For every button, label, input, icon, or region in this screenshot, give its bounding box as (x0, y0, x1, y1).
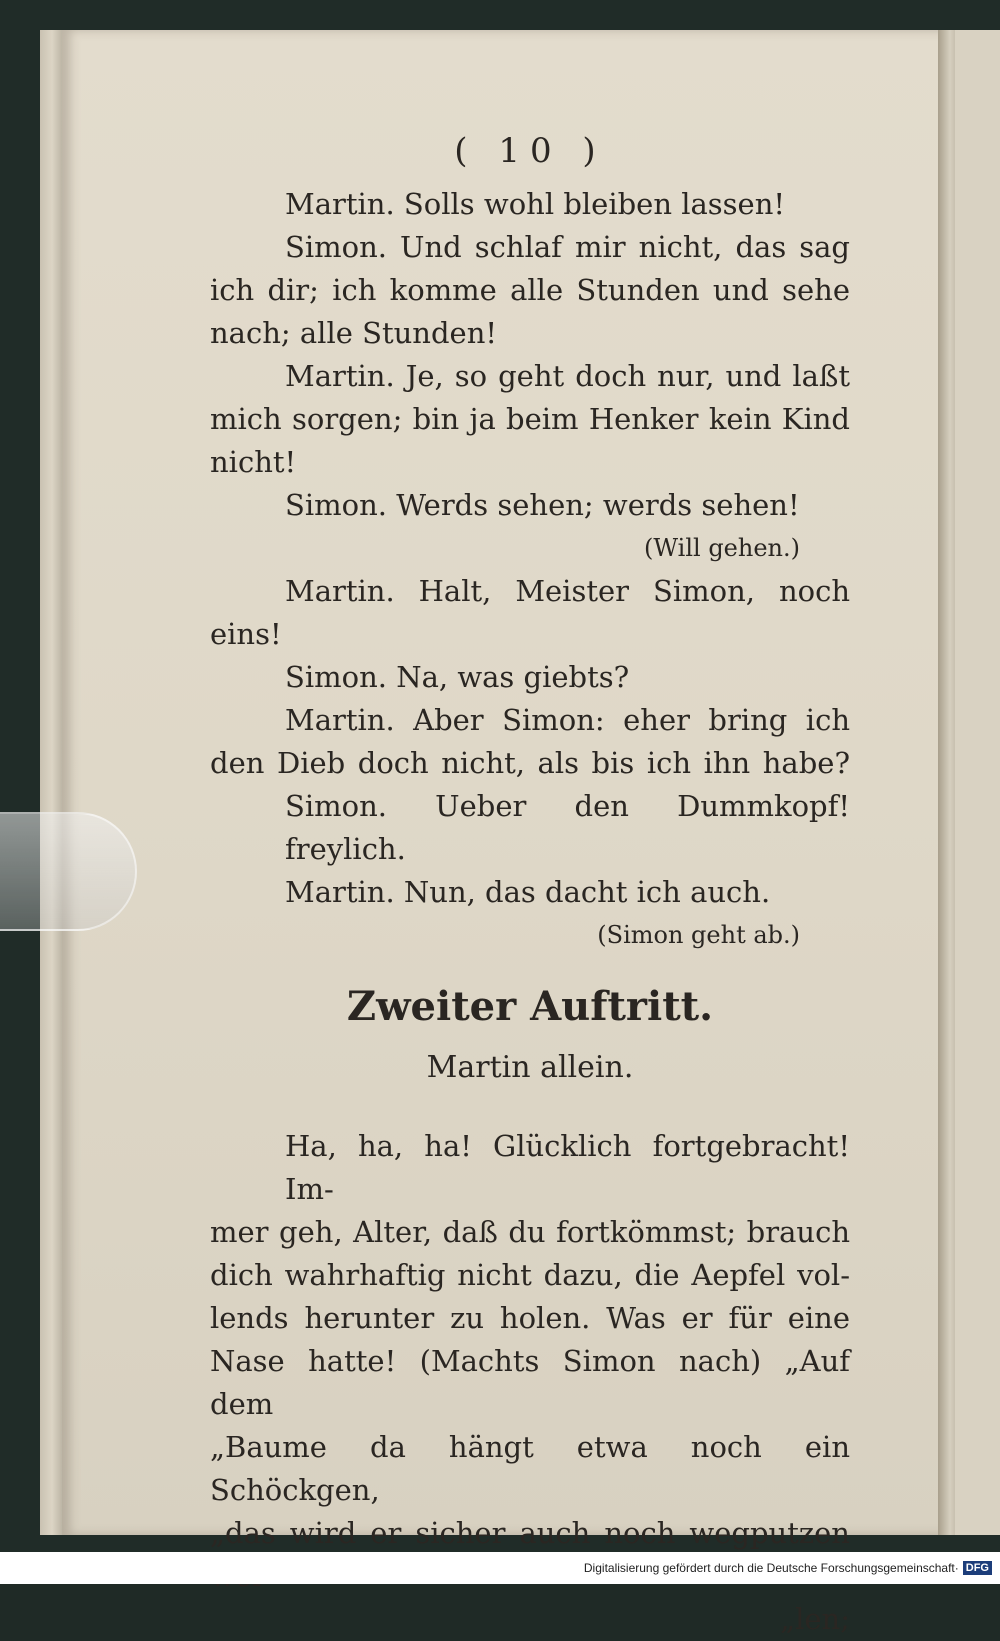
text-line: „len; (780, 1602, 850, 1636)
text-line: dich wahrhaftig nicht dazu, die Aepfel vol- (210, 1258, 850, 1292)
page-clip (0, 812, 137, 931)
text-line: mer geh, Alter, daß du fortkömmst; brauch (210, 1215, 850, 1249)
text-line: Martin. Halt, Meister Simon, noch (285, 574, 850, 608)
dfg-logo: DFG (963, 1561, 992, 1575)
text-line: Martin. Aber Simon: eher bring ich (285, 703, 850, 737)
next-page-strip (955, 30, 1000, 1535)
footer-credit: Digitalisierung gefördert durch die Deutsche Forschungsgemeinschaft · DFG (0, 1552, 1000, 1584)
text-line: Martin. Je, so geht doch nur, und laßt (285, 359, 850, 393)
text-line: Simon. Und schlaf mir nicht, das sag (285, 230, 850, 264)
text-line: eins! (210, 617, 282, 651)
scene-subtitle: Martin allein. (426, 1050, 634, 1085)
text-line: nicht! (210, 445, 297, 479)
scene-title: Zweiter Auftritt. (346, 983, 714, 1030)
page-content (210, 130, 850, 1641)
text-line: Simon. Ueber den Dummkopf! freylich. (285, 789, 850, 866)
text-line: „das wird er sicher auch noch wegputzen (210, 1516, 850, 1550)
stage-direction: (Simon geht ab.) (597, 921, 800, 949)
text-line: Martin. Solls wohl bleiben lassen! (285, 187, 786, 221)
dialogue-block (210, 183, 850, 957)
text-line: lends herunter zu holen. Was er für eine (210, 1301, 850, 1335)
footer-text: Digitalisierung gefördert durch die Deutsche Forschungsgemeinschaft (583, 1561, 955, 1575)
text-line: ich dir; ich komme alle Stunden und sehe (210, 273, 850, 307)
text-line: „Baume da hängt etwa noch ein Schöckgen, (210, 1430, 850, 1507)
text-line: Simon. Werds sehen; werds sehen! (285, 488, 800, 522)
text-line: Ha, ha, ha! Glücklich fortgebracht! Im- (285, 1129, 850, 1206)
stage-direction: (Will gehen.) (644, 534, 800, 562)
text-line: Nase hatte! (Machts Simon nach) „Auf dem (210, 1344, 850, 1421)
text-line: Simon. Na, was giebts? (285, 660, 630, 694)
text-line: mich sorgen; bin ja beim Henker kein Kind (210, 402, 850, 436)
text-line: den Dieb doch nicht, als bis ich ihn habe? (210, 746, 850, 780)
text-line: nach; alle Stunden! (210, 316, 498, 350)
page-number: ( 10 ) (454, 131, 606, 171)
text-line: Martin. Nun, das dacht ich auch. (285, 875, 771, 909)
